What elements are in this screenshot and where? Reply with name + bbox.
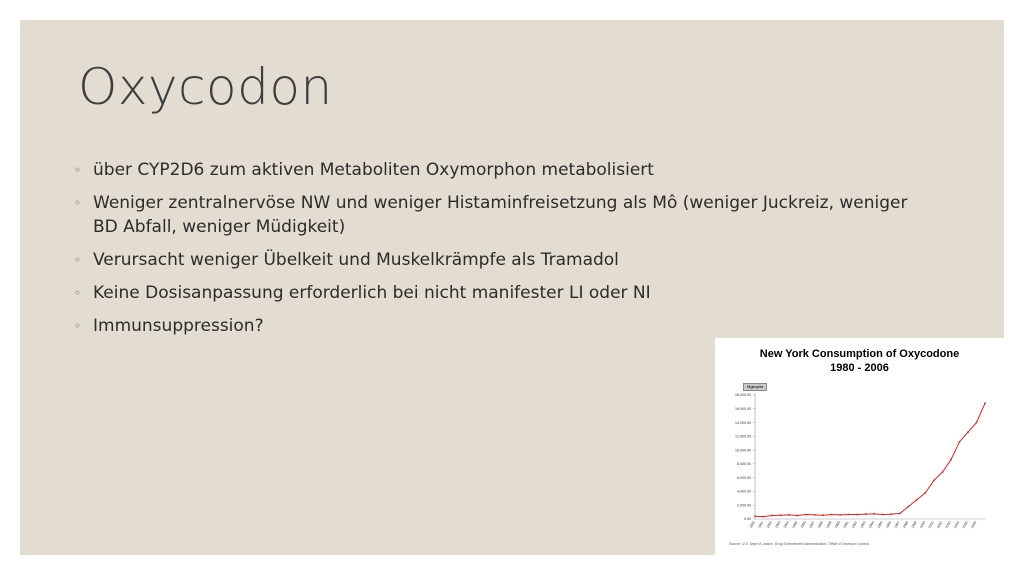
x-tick-label: 1996 [884,520,893,530]
data-point [967,431,969,433]
data-point [916,499,918,501]
bullet-icon: ◦ [74,163,82,177]
bullet-item [74,191,914,239]
bullet-item [74,281,914,305]
x-tick-label: 1986 [799,520,807,530]
bullet-text: Weniger zentralnervöse NW und weniger Histaminfreisetzung als Mô (weniger Juckreiz, weniger BD Abfall, weniger Müdigkeit) [93,193,908,237]
bullet-icon: ◦ [74,253,82,267]
bullet-text: Immunsuppression? [93,316,264,336]
bullet-text: über CYP2D6 zum aktiven Metaboliten Oxymorphon metabolisiert [93,160,654,180]
x-tick-label: 1991 [842,520,850,530]
x-tick-label: 1982 [765,520,773,530]
slide-title: Oxycodon [78,58,333,116]
data-point [942,471,944,473]
x-tick-label: 1993 [859,520,867,530]
x-tick-label: 1999 [910,520,918,530]
y-tick-label: 2,000.00 [737,503,751,508]
data-point [780,514,782,516]
chart-title-line2: 1980 - 2006 [830,362,889,374]
chart-title [715,347,1004,375]
data-point [856,514,858,516]
y-tick-label: 16,000.00 [735,406,751,411]
x-tick-label: 2002 [936,520,944,530]
data-point [959,441,961,443]
x-tick-label: 2004 [953,520,961,530]
bullet-icon: ◦ [74,196,82,210]
x-tick-label: 1989 [825,520,833,530]
data-point [814,514,816,516]
x-tick-label: 1984 [782,520,790,530]
bullet-text: Keine Dosisanpassung erforderlich bei nicht manifester LI oder NI [93,283,651,303]
x-tick-label: 2001 [927,520,935,530]
data-point [907,506,909,508]
chart-legend: Mgkapita [743,383,767,391]
x-tick-label: 1998 [901,520,910,530]
x-tick-label: 1990 [833,520,842,530]
data-point [754,515,756,517]
bullet-text: Verursacht weniger Übelkeit und Muskelkrämpfe als Tramadol [93,250,619,270]
data-point [831,514,833,516]
data-point [865,513,867,515]
chart-source: Source: U.S. Dept of Justice, Drug Enforcement Administration, Office of Diversion Control [729,542,869,546]
bullet-list [74,158,914,347]
data-point [873,513,875,515]
data-point [805,514,807,516]
x-tick-label: 1981 [757,520,765,530]
data-point [839,514,841,516]
y-tick-label: 10,000.00 [735,448,751,453]
x-tick-label: 1988 [816,520,825,530]
x-tick-label: 1992 [850,520,859,530]
data-point [763,516,765,518]
data-point [890,513,892,515]
x-tick-label: 2003 [944,520,952,530]
x-tick-label: 1994 [867,520,876,530]
bullet-item [74,248,914,272]
data-point [933,480,935,482]
chart-title-line1: New York Consumption of Oxycodone [759,348,960,360]
data-point [822,514,824,516]
y-tick-label: 12,000.00 [735,434,751,439]
x-tick-label: 1997 [893,520,901,530]
x-tick-label: 1985 [791,520,799,530]
x-tick-label: 2000 [918,520,927,530]
y-tick-label: 14,000.00 [735,420,751,425]
x-tick-label: 1980 [748,520,756,530]
data-point [976,422,978,424]
data-point [984,402,986,404]
data-point [950,459,952,461]
y-tick-label: 0.00 [744,517,751,522]
data-point [797,515,799,517]
bullet-item [74,158,914,182]
x-tick-label: 1995 [876,520,884,530]
chart-image [715,338,1004,555]
y-tick-label: 18,000.00 [735,393,751,398]
data-point [899,513,901,515]
data-point [924,492,926,494]
data-point [771,515,773,517]
data-point [848,514,850,516]
x-tick-label: 2006 [970,520,978,530]
bullet-icon: ◦ [74,286,82,300]
y-tick-label: 6,000.00 [737,475,751,480]
x-tick-label: 1983 [774,520,782,530]
data-point [788,514,790,516]
bullet-item [74,314,914,338]
y-tick-label: 4,000.00 [737,489,751,494]
bullet-icon: ◦ [74,319,82,333]
y-tick-label: 8,000.00 [737,462,751,467]
x-tick-label: 2005 [961,520,969,530]
data-point [882,514,884,516]
x-tick-label: 1987 [808,520,816,530]
